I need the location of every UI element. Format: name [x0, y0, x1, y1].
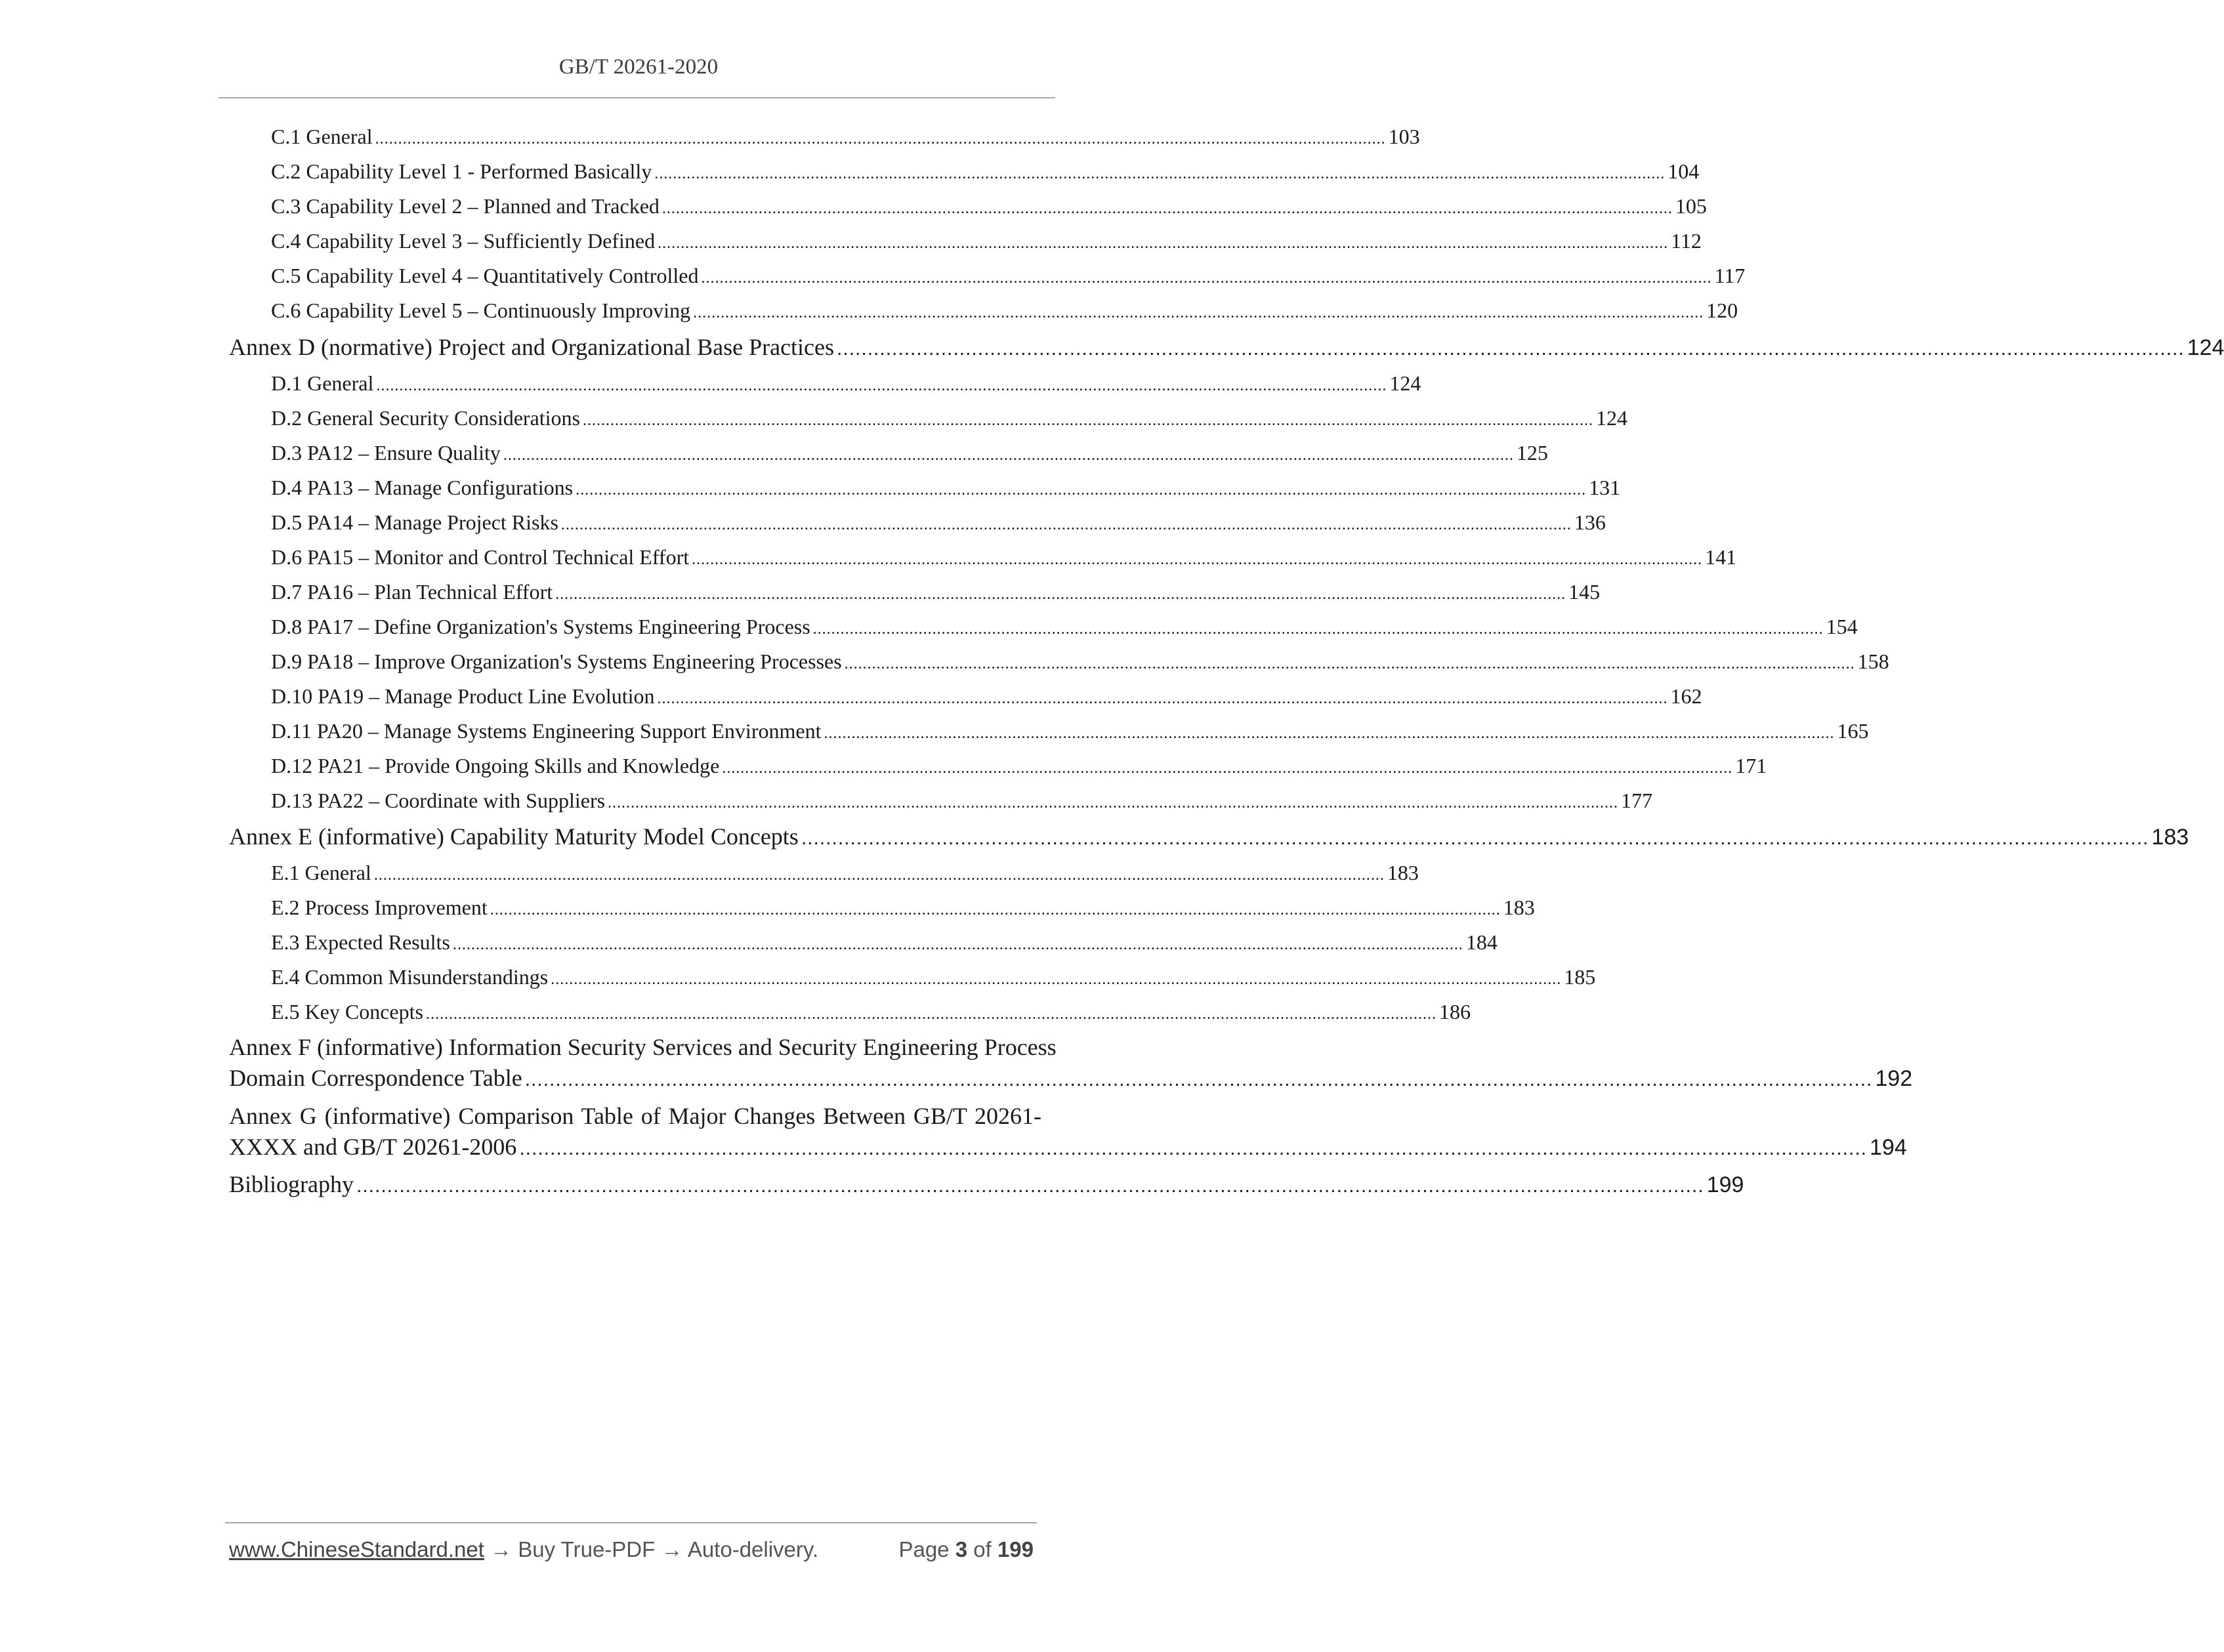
toc-entry-title: C.1 General [271, 125, 373, 148]
toc-entry-page: 184 [1465, 930, 1498, 954]
toc-entry-page: 112 [1671, 229, 1702, 253]
toc-entry-title: E.1 General [271, 861, 371, 884]
toc-entry-title: C.6 Capability Level 5 – Continuously Improving [271, 299, 691, 322]
page-label: Page [898, 1537, 950, 1561]
toc-entry-title: D.4 PA13 – Manage Configurations [271, 476, 574, 499]
toc-entry-title: D.10 PA19 – Manage Product Line Evolution [271, 684, 655, 708]
toc-entry-title: D.1 General [271, 371, 374, 395]
toc-entry-title: D.6 PA15 – Monitor and Control Technical Effort [271, 545, 690, 569]
toc-entry-bibliography[interactable] [229, 1170, 1744, 1202]
toc-entry-title: C.2 Capability Level 1 - Performed Basically [271, 159, 652, 183]
toc-entry-page: 124 [1596, 406, 1627, 430]
dot-leader: ............................................................................................................................................................................................................................ [452, 936, 1463, 953]
dot-leader: ............................................................................................................................................................................................................................ [583, 412, 1593, 429]
toc-entry-page: 104 [1668, 159, 1700, 183]
dot-leader: ............................................................................................................................................................................................................................ [692, 551, 1703, 568]
toc-entry-page: 124 [1389, 371, 1421, 395]
toc-entry-title: D.11 PA20 – Manage Systems Engineering Support Environment [271, 719, 822, 743]
toc-entry-d12[interactable] [271, 754, 1767, 783]
document-code: GB/T 20261-2020 [558, 55, 719, 79]
toc-entry-e1[interactable] [271, 861, 1419, 890]
footer-divider [225, 1522, 1037, 1523]
toc-entry-c1[interactable] [271, 125, 1420, 154]
toc-entry-c2[interactable] [271, 159, 1700, 188]
toc-entry-d3[interactable] [271, 441, 1548, 470]
toc-entry-e3[interactable] [271, 930, 1498, 959]
toc-entry-title: C.3 Capability Level 2 – Planned and Tracked [271, 194, 660, 218]
toc-entry-annex-f-line1[interactable]: Annex F (informative) Information Security Services and Security Engineering Process [229, 1034, 1057, 1060]
toc-entry-d6[interactable] [271, 545, 1737, 574]
toc-entry-page: 117 [1714, 264, 1746, 287]
toc-entry-d13[interactable] [271, 789, 1653, 817]
toc-entry-title: D.12 PA21 – Provide Ongoing Skills and Knowledge [271, 754, 720, 777]
toc-entry-title: E.3 Expected Results [271, 930, 450, 954]
dot-leader: ............................................................................................................................................................................................................................ [560, 516, 1572, 533]
toc-entry-d1[interactable] [271, 371, 1421, 400]
toc-entry-c3[interactable] [271, 194, 1707, 223]
toc-entry-annex-g[interactable] [229, 1133, 1907, 1165]
toc-entry-page: 165 [1837, 719, 1869, 743]
dot-leader: ............................................................................................................................................................................................................................ [801, 827, 2149, 849]
toc-entry-title: D.5 PA14 – Manage Project Risks [271, 510, 558, 534]
toc-entry-title: D.8 PA17 – Define Organization's Systems Engineering Process [271, 615, 810, 638]
toc-entry-page: 131 [1589, 476, 1621, 499]
dot-leader: ............................................................................................................................................................................................................................ [844, 655, 1855, 672]
dot-leader: ............................................................................................................................................................................................................................ [812, 621, 1824, 638]
footer [229, 1537, 1034, 1566]
toc-entry-d7[interactable] [271, 580, 1601, 609]
toc-entry-title: XXXX and GB/T 20261-2006 [229, 1134, 517, 1160]
toc-entry-page: 141 [1705, 545, 1737, 569]
toc-entry-d9[interactable] [271, 650, 1889, 678]
toc-entry-title: D.2 General Security Considerations [271, 406, 580, 430]
dot-leader: ............................................................................................................................................................................................................................ [555, 586, 1566, 603]
toc-entry-page: 103 [1388, 125, 1420, 148]
toc-entry-title: Bibliography [229, 1171, 354, 1197]
dot-leader: ............................................................................................................................................................................................................................ [490, 901, 1501, 919]
toc-entry-page: 154 [1826, 615, 1858, 638]
toc-entry-title: D.9 PA18 – Improve Organization's Systems Engineering Processes [271, 650, 842, 673]
toc-entry-annex-f[interactable] [229, 1064, 1913, 1096]
toc-entry-page: 120 [1706, 299, 1738, 322]
toc-entry-page: 171 [1735, 754, 1767, 777]
site-link[interactable]: www.ChineseStandard.net [229, 1537, 484, 1561]
toc-entry-e4[interactable] [271, 965, 1596, 994]
dot-leader: ............................................................................................................................................................................................................................ [524, 1069, 1873, 1090]
page-total: 199 [997, 1537, 1034, 1561]
toc-entry-page: 158 [1857, 650, 1889, 673]
dot-leader: ............................................................................................................................................................................................................................ [657, 690, 1668, 707]
dot-leader: ............................................................................................................................................................................................................................ [658, 235, 1669, 252]
toc-entry-page: 199 [1706, 1172, 1744, 1197]
toc-entry-title: Domain Correspondence Table [229, 1065, 522, 1091]
dot-leader: ............................................................................................................................................................................................................................ [654, 165, 1666, 182]
toc-entry-page: 183 [2151, 825, 2189, 850]
dot-leader: ............................................................................................................................................................................................................................ [425, 1006, 1437, 1023]
toc-entry-c6[interactable] [271, 299, 1738, 327]
dot-leader: ............................................................................................................................................................................................................................ [608, 795, 1619, 812]
toc-entry-page: 145 [1568, 580, 1601, 604]
toc-entry-title: D.13 PA22 – Coordinate with Suppliers [271, 789, 606, 812]
toc-entry-annex-g-line1[interactable]: Annex G (informative) Comparison Table of Major Changes Between GB/T 20261- [229, 1103, 1041, 1129]
toc-entry-page: 194 [1870, 1135, 1907, 1160]
page-indicator [898, 1537, 1034, 1562]
dot-leader: ............................................................................................................................................................................................................................ [356, 1175, 1704, 1197]
toc-entry-page: 183 [1503, 896, 1535, 919]
dot-leader: ............................................................................................................................................................................................................................ [503, 447, 1514, 464]
toc-entry-page: 185 [1564, 965, 1596, 989]
toc-entry-page: 192 [1875, 1066, 1913, 1091]
dot-leader: ............................................................................................................................................................................................................................ [519, 1138, 1868, 1159]
toc-entry-title: Annex D (normative) Project and Organizational Base Practices [229, 334, 835, 360]
page-of-label: of [973, 1537, 992, 1561]
toc-entry-page: 186 [1438, 1000, 1471, 1023]
toc-entry-c5[interactable] [271, 264, 1746, 293]
toc-entry-title: C.5 Capability Level 4 – Quantitatively Controlled [271, 264, 699, 287]
dot-leader: ............................................................................................................................................................................................................................ [824, 725, 1835, 742]
page-current: 3 [955, 1537, 968, 1561]
toc-entry-d4[interactable] [271, 476, 1621, 505]
toc-entry-title: D.3 PA12 – Ensure Quality [271, 441, 501, 465]
dot-leader: ............................................................................................................................................................................................................................ [722, 760, 1733, 777]
dot-leader: ............................................................................................................................................................................................................................ [576, 482, 1587, 499]
toc-entry-e2[interactable] [271, 896, 1535, 924]
dot-leader: ............................................................................................................................................................................................................................ [551, 971, 1562, 988]
toc-entry-annex-e[interactable] [229, 823, 2189, 854]
toc-entry-page: 177 [1621, 789, 1653, 812]
toc-entry-page: 105 [1675, 194, 1707, 218]
toc-entry-d8[interactable] [271, 615, 1858, 644]
dot-leader: ............................................................................................................................................................................................................................ [376, 377, 1387, 394]
toc-entry-title: E.5 Key Concepts [271, 1000, 423, 1023]
toc-entry-c4[interactable] [271, 229, 1702, 258]
toc-entry-d2[interactable] [271, 406, 1627, 435]
toc-entry-page: 136 [1574, 510, 1606, 534]
toc-entry-page: 124 [2187, 335, 2224, 360]
toc-entry-d10[interactable] [271, 684, 1702, 713]
dot-leader: ............................................................................................................................................................................................................................ [701, 270, 1712, 287]
toc-entry-title: C.4 Capability Level 3 – Sufficiently Defined [271, 229, 656, 253]
dot-leader: ............................................................................................................................................................................................................................ [373, 867, 1385, 884]
toc-entry-title: E.2 Process Improvement [271, 896, 488, 919]
dot-leader: ............................................................................................................................................................................................................................ [693, 304, 1704, 321]
toc-entry-page: 183 [1387, 861, 1419, 884]
dot-leader: ............................................................................................................................................................................................................................ [837, 338, 2185, 360]
toc-entry-title: E.4 Common Misunderstandings [271, 965, 549, 989]
toc-entry-d5[interactable] [271, 510, 1606, 539]
toc-entry-e5[interactable] [271, 1000, 1471, 1029]
dot-leader: ............................................................................................................................................................................................................................ [375, 131, 1386, 148]
toc-entry-title: Annex E (informative) Capability Maturity Model Concepts [229, 823, 799, 850]
toc-entry-d11[interactable] [271, 719, 1869, 748]
toc-entry-page: 125 [1516, 441, 1548, 465]
toc-entry-title: D.7 PA16 – Plan Technical Effort [271, 580, 553, 604]
toc-entry-annex-d[interactable] [229, 333, 2224, 365]
footer-tagline: → Buy True-PDF → Auto-delivery. [484, 1537, 819, 1561]
dot-leader: ............................................................................................................................................................................................................................ [661, 200, 1673, 217]
toc-entry-page: 162 [1670, 684, 1702, 708]
